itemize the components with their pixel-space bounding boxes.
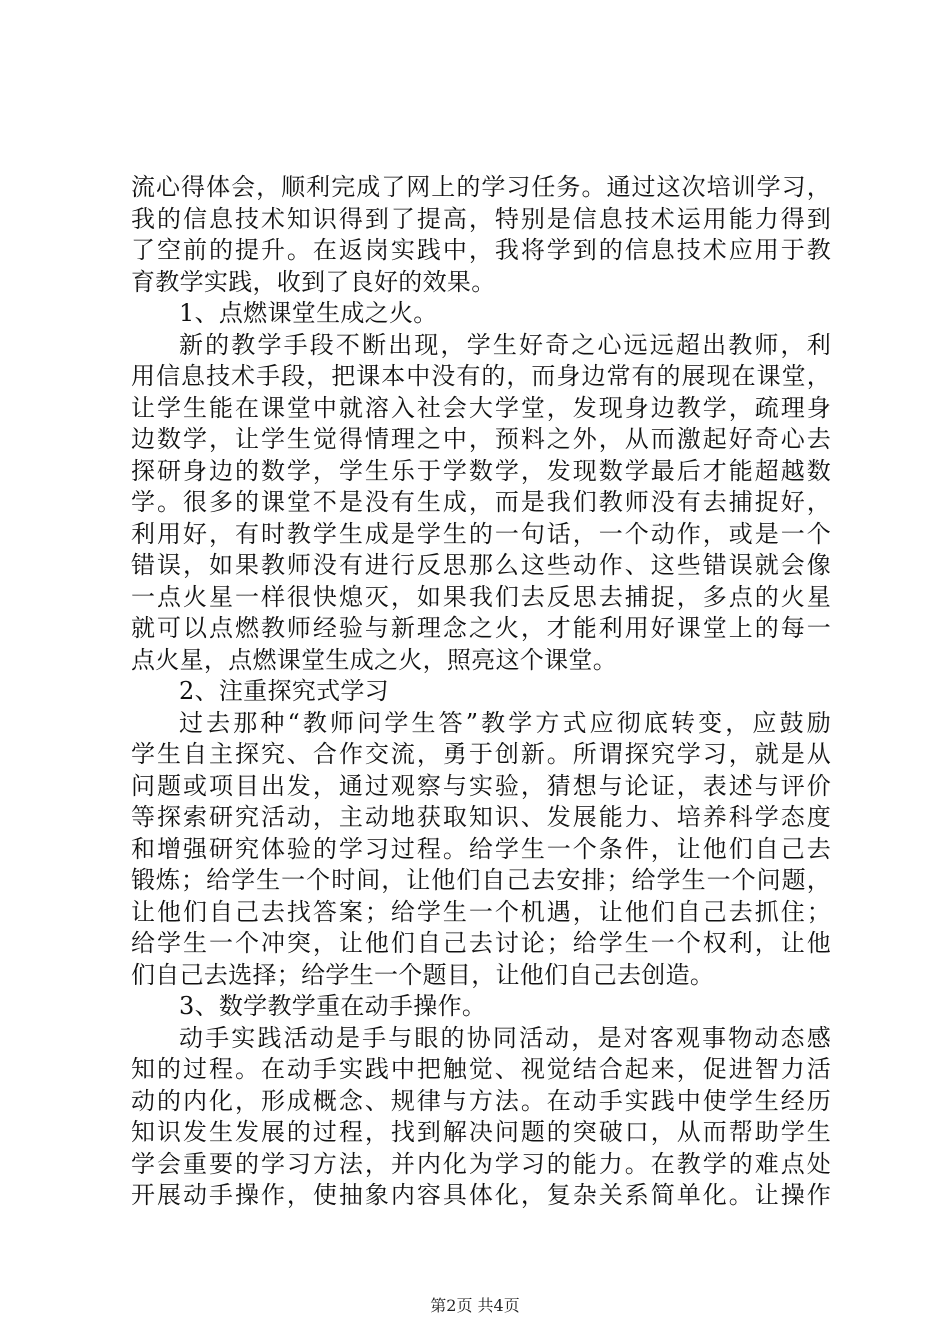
text-line: 我的信息技术知识得到了提高，特别是信息技术运用能力得到 <box>131 204 831 233</box>
text-line: 等探索研究活动，主动地获取知识、发展能力、培养科学态度 <box>131 803 831 831</box>
text-line: 3、数学教学重在动手操作。 <box>179 992 487 1020</box>
text-line: 了空前的提升。在返岗实践中，我将学到的信息技术应用于教 <box>131 236 831 264</box>
page-footer: 第2页 共4页 <box>430 1296 520 1315</box>
paragraph <box>131 676 831 708</box>
paragraph <box>131 330 831 677</box>
text-line: 问题或项目出发，通过观察与实验，猜想与论证，表述与评价 <box>131 771 831 800</box>
text-line: 育教学实践，收到了良好的效果。 <box>131 267 496 296</box>
text-line: 动手实践活动是手与眼的协同活动，是对客观事物动态感 <box>179 1023 831 1052</box>
text-line: 给学生一个冲突，让他们自己去讨论；给学生一个权利，让他 <box>131 929 831 957</box>
paragraph <box>131 172 831 298</box>
text-line: 利用好，有时教学生成是学生的一句话，一个动作，或是一个 <box>131 519 831 548</box>
text-line: 知的过程。在动手实践中把触觉、视觉结合起来，促进智力活 <box>131 1055 831 1083</box>
text-line: 点火星，点燃课堂生成之火，照亮这个课堂。 <box>131 645 617 674</box>
text-line: 就可以点燃教师经验与新理念之火，才能利用好课堂上的每一 <box>131 614 831 642</box>
document-body <box>131 172 831 1212</box>
paragraph <box>131 298 831 330</box>
text-line: 知识发生发展的过程，找到解决问题的突破口，从而帮助学生 <box>131 1118 831 1146</box>
text-line: 探研身边的数学，学生乐于学数学，发现数学最后才能超越数 <box>131 456 831 485</box>
text-line: 开展动手操作，使抽象内容具体化，复杂关系简单化。让操作 <box>131 1181 831 1209</box>
paragraph <box>131 991 831 1023</box>
text-line: 用信息技术手段，把课本中没有的，而身边常有的展现在课堂， <box>131 362 831 390</box>
text-line: 让学生能在课堂中就溶入社会大学堂，发现身边教学，疏理身 <box>131 393 831 422</box>
text-line: 错误，如果教师没有进行反思那么这些动作、这些错误就会像 <box>131 551 831 579</box>
text-line: 边数学，让学生觉得情理之中，预料之外，从而激起好奇心去 <box>131 425 831 453</box>
text-line: 们自己去选择；给学生一个题目，让他们自己去创造。 <box>131 960 715 989</box>
text-line: 一点火星一样很快熄灭，如果我们去反思去捕捉，多点的火星 <box>131 582 831 611</box>
text-line: 2、注重探究式学习 <box>179 677 389 705</box>
text-line: 动的内化，形成概念、规律与方法。在动手实践中使学生经历 <box>131 1086 831 1115</box>
text-line: 锻炼；给学生一个时间，让他们自己去安排；给学生一个问题， <box>131 866 831 894</box>
text-line: 流心得体会，顺利完成了网上的学习任务。通过这次培训学习， <box>131 173 831 201</box>
text-line: 让他们自己去找答案；给学生一个机遇，让他们自己去抓住； <box>131 897 831 926</box>
text-line: 过去那种“教师问学生答”教学方式应彻底转变，应鼓励 <box>179 708 831 737</box>
text-line: 新的教学手段不断出现，学生好奇之心远远超出教师，利 <box>179 330 831 359</box>
text-line: 学。很多的课堂不是没有生成，而是我们教师没有去捕捉好， <box>131 488 831 516</box>
text-line: 和增强研究体验的学习过程。给学生一个条件，让他们自己去 <box>131 834 831 863</box>
paragraph <box>131 1023 831 1212</box>
paragraph <box>131 708 831 992</box>
text-line: 学生自主探究、合作交流，勇于创新。所谓探究学习，就是从 <box>131 740 831 768</box>
text-line: 1、点燃课堂生成之火。 <box>179 299 438 327</box>
text-line: 学会重要的学习方法，并内化为学习的能力。在教学的难点处 <box>131 1149 831 1178</box>
